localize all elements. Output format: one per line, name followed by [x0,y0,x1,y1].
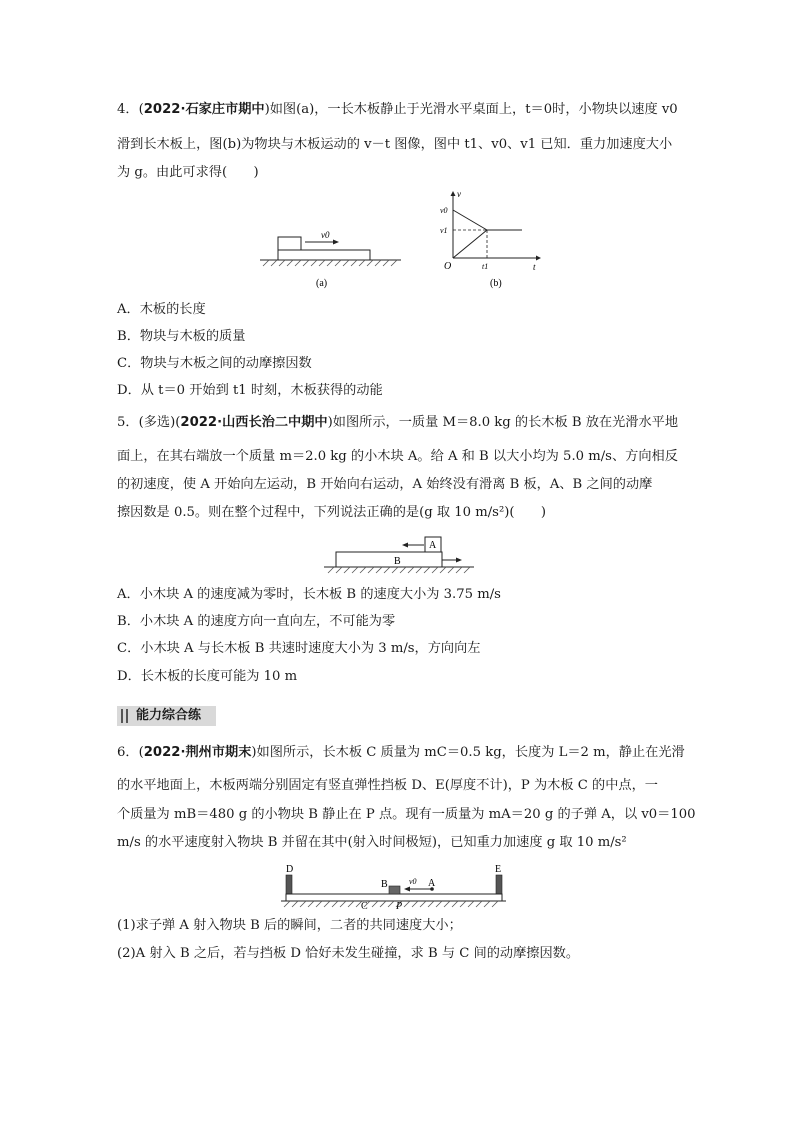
q5-fig-label-a: A [429,540,437,551]
q6-fig-label-v0: v0 [409,877,417,886]
q5-source: 2022·山西长治二中期中 [180,415,328,430]
q4-option-b: B．物块与木板的质量 [117,329,246,344]
q6-line-4: m/s 的水平速度射入物块 B 并留在其中(射入时间极短)，已知重力加速度 g 取 10 m/s² [117,835,627,850]
q5-line-2: 面上，在其右端放一个质量 m＝2.0 kg 的小木块 A。给 A 和 B 以大小均为 5.0 m/s、方向相反 [117,449,678,464]
q6-fig-label-c: C [361,901,368,911]
q5-line-1 [117,414,678,432]
q4-line-1 [117,101,678,119]
q4-fig-b-origin-label: O [444,261,452,272]
q5-text-1: )如图所示，一质量 M＝8.0 kg 的长木板 B 放在光滑水平地 [327,415,679,430]
q4-figure-a [255,220,405,292]
q6-fig-label-p: P [396,901,403,911]
q6-sub-question-1: (1)求子弹 A 射入物块 B 后的瞬间，二者的共同速度大小； [117,918,462,933]
q4-line-2: 滑到长木板上，图(b)为物块与木板运动的 v－t 图像，图中 t1、v0、v1 已知．重力加速度大小 [117,137,673,152]
q5-option-d: D．长木板的长度可能为 10 m [117,669,298,684]
q5-option-c: C．小木块 A 与长木板 B 共速时速度大小为 3 m/s，方向向左 [117,641,481,656]
q5-option-a: A．小木块 A 的速度减为零时，长木板 B 的速度大小为 3.75 m/s [117,587,501,602]
q4-option-a: A．木板的长度 [117,302,206,317]
q4-option-c: C．物块与木板之间的动摩擦因数 [117,356,312,371]
q5-fig-label-b: B [394,556,401,567]
q6-fig-label-e: E [495,864,502,875]
q6-sub-question-2: (2)A 射入 B 之后，若与挡板 D 恰好未发生碰撞，求 B 与 C 间的动摩擦因数。 [117,946,580,961]
q4-option-d: D．从 t＝0 开始到 t1 时刻，木板获得的动能 [117,383,383,398]
q6-figure [276,861,506,911]
q6-source: 2022·荆州市期末 [143,745,252,760]
left-arrow-icon [402,543,408,548]
q6-fig-label-d: D [286,864,294,875]
q6-line-3: 个质量为 mB＝480 g 的小物块 B 静止在 P 点。现有一质量为 mA＝20 g 的子弹 A，以 v0＝100 [117,807,696,822]
q6-number: 6．( [117,745,144,760]
q4-fig-b-t1-label: t1 [482,262,489,271]
q4-text-1: )如图(a)，一长木板静止于光滑水平桌面上，t＝0时，小物块以速度 v0 [264,102,678,117]
q4-figure-b [436,188,546,292]
q4-number: 4．( [117,102,144,117]
section-title: 能力综合练 [136,708,202,723]
q4-fig-a-caption: (a) [316,278,328,289]
section-bar-mark [121,709,123,723]
q6-line-1 [117,744,685,762]
velocity-arrow-icon [333,240,339,245]
velocity-left-arrow-icon [404,887,410,892]
section-header [117,706,216,726]
q6-line-2: 的水平地面上，木板两端分别固定有竖直弹性挡板 D、E(厚度不计)，P 为木板 C 的中点，一 [117,778,658,793]
q6-text-1: )如图所示，长木板 C 质量为 mC＝0.5 kg，长度为 L＝2 m，静止在光滑 [251,745,685,760]
q4-fig-a-v0-label: v0 [321,230,330,240]
q5-number: 5．(多选)( [117,415,181,430]
q4-line-3: 为 g。由此可求得( ) [117,165,259,180]
q4-fig-b-v1-label: v1 [440,226,448,235]
q5-line-4: 擦因数是 0.5。则在整个过程中，下列说法正确的是(g 取 10 m/s²)( ) [117,505,547,520]
q5-line-3: 的初速度，使 A 开始向左运动，B 开始向右运动，A 始终没有滑离 B 板，A、B 之间的动摩 [117,477,653,492]
q4-fig-b-caption: (b) [490,278,502,289]
q4-fig-b-v0-label: v0 [440,206,448,215]
v-axis-arrow-icon [451,191,456,196]
q6-fig-label-a: A [428,878,436,889]
q5-option-b: B．小木块 A 的速度方向一直向左，不可能为零 [117,614,396,629]
q4-fig-b-v-label: v [457,189,461,199]
q6-fig-label-b: B [381,879,388,890]
right-arrow-icon [456,558,462,563]
q4-source: 2022·石家庄市期中 [143,102,265,117]
section-bar-mark [126,709,128,723]
q4-fig-b-t-label: t [533,262,536,272]
q5-figure [320,534,480,580]
t-axis-arrow-icon [536,256,541,261]
